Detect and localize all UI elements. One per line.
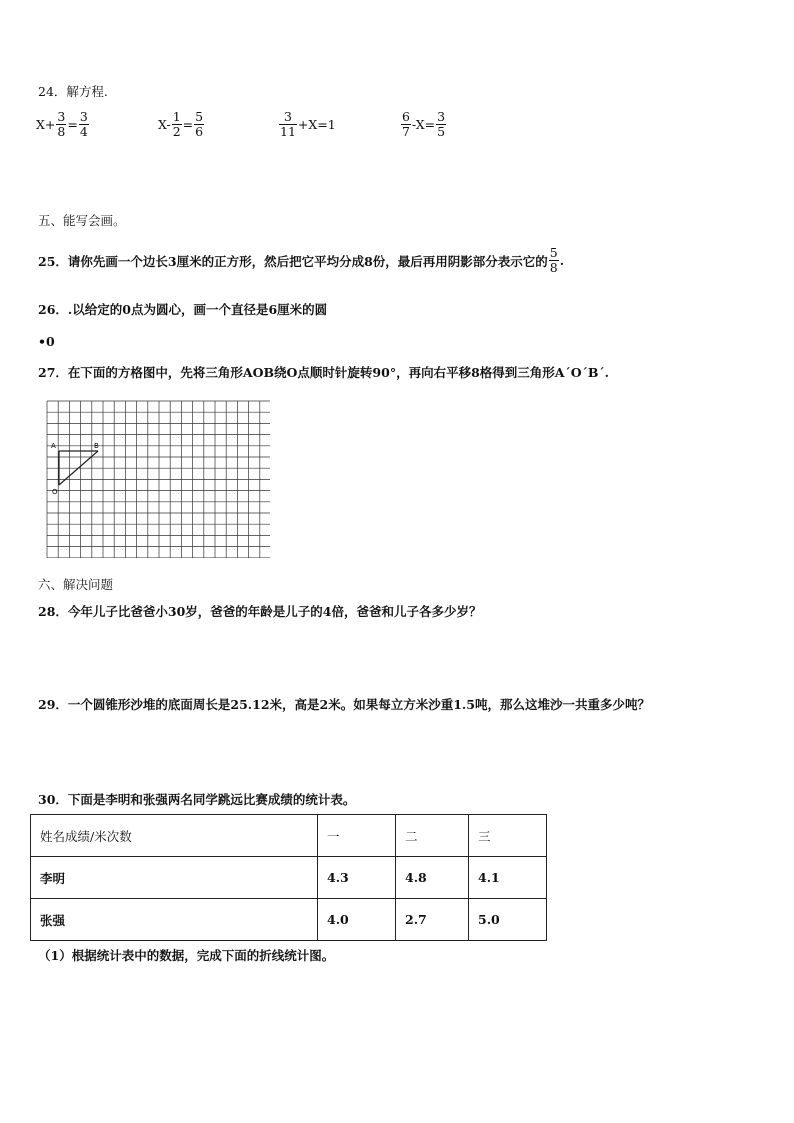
q28-text: 28．今年儿子比爸爸小30岁，爸爸的年龄是儿子的4倍，爸爸和儿子各多少岁？: [38, 604, 482, 619]
eq1-mid: =: [67, 117, 78, 132]
eq3-post: +X=1: [297, 117, 336, 132]
eq3-fraction-1: $\frac{3}{11}$: [280, 109, 296, 139]
equation-2: [158, 110, 205, 139]
table-cell: 2.7: [396, 899, 469, 941]
q25-text: 25．请你先画一个边长3厘米的正方形，然后把它平均分成8份，最后再用阴影部分表示它的: [38, 253, 548, 269]
equation-4: [400, 110, 447, 139]
eq2-fraction-2: $\frac{5}{6}$: [195, 109, 204, 139]
table-header-row: [31, 815, 547, 857]
table-cell: 4.1: [469, 857, 547, 899]
table-cell: 4.3: [318, 857, 396, 899]
q29-text: 29．一个圆锥形沙堆的底面周长是25.12米，高是2米。如果每立方米沙重1.5吨，那么这堆沙一共重多少吨？: [38, 697, 650, 712]
q27-text: 27．在下面的方格图中，先将三角形AOB绕O点顺时针旋转90°，再向右平移8格得到三角形A´O´B´.: [38, 365, 610, 380]
equation-1: [36, 110, 90, 139]
label-B: B: [94, 442, 99, 450]
q30-text: 30．下面是李明和张强两名同学跳远比赛成绩的统计表。: [38, 792, 356, 807]
table-row: [31, 857, 547, 899]
eq4-fraction-2: $\frac{3}{5}$: [437, 109, 446, 139]
label-O: O: [52, 488, 58, 496]
table-cell: 4.8: [396, 857, 469, 899]
header-cell: 姓名成绩/米次数: [31, 815, 318, 857]
eq2-pre: X-: [158, 117, 171, 132]
eq4-mid: -X=: [411, 117, 436, 132]
eq2-mid: =: [182, 117, 194, 132]
equation-3: [278, 110, 336, 139]
q26-text: 26．.以给定的0点为圆心，画一个直径是6厘米的圆: [38, 302, 328, 317]
q25-end: .: [559, 253, 565, 268]
label-A: A: [51, 442, 56, 450]
header-cell: 一: [318, 815, 396, 857]
table-cell: 5.0: [469, 899, 547, 941]
q25-fraction: $\frac{5}{8}$: [549, 245, 558, 275]
section-5-heading: 五、能写会画。: [38, 213, 126, 228]
q25: [38, 246, 564, 275]
table-cell: 李明: [31, 857, 318, 899]
table-cell: 张强: [31, 899, 318, 941]
table-cell: 4.0: [318, 899, 396, 941]
q30-part-1: （1）根据统计表中的数据，完成下面的折线统计图。: [38, 948, 335, 963]
section-6-heading: 六、解决问题: [38, 577, 114, 592]
q26-center-point: •0: [38, 334, 55, 349]
header-cell: 二: [396, 815, 469, 857]
square-grid: [44, 398, 270, 558]
eq2-fraction-1: $\frac{1}{2}$: [172, 109, 181, 139]
eq1-fraction-2: $\frac{3}{4}$: [79, 109, 88, 139]
eq1-pre: X+: [36, 117, 56, 132]
q24-title: 24．解方程.: [38, 84, 108, 99]
eq1-fraction-1: $\frac{3}{8}$: [57, 109, 66, 139]
score-table: [30, 814, 547, 941]
eq4-fraction-1: $\frac{6}{7}$: [402, 109, 410, 139]
table-row: [31, 899, 547, 941]
header-cell: 三: [469, 815, 547, 857]
